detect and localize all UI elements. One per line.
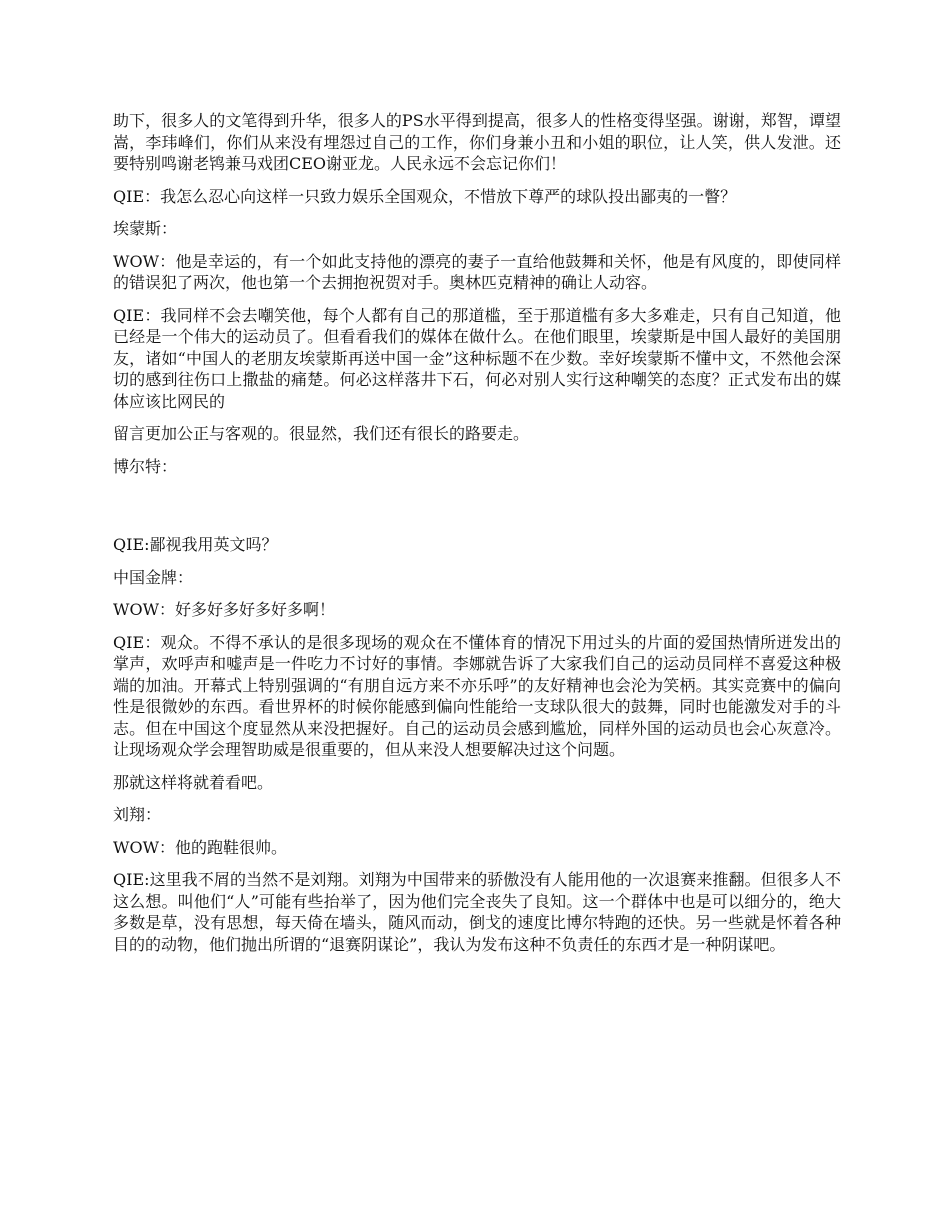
paragraph-wow-emmons: WOW：他是幸运的，有一个如此支持他的漂亮的妻子一直给他鼓舞和关怀，他是有风度的，即使同样的错误犯了两次，他也第一个去拥抱祝贺对手。奥林匹克精神的确让人动容。 <box>113 251 841 292</box>
heading-china-gold: 中国金牌： <box>113 567 194 587</box>
heading-bolt: 博尔特： <box>113 456 178 476</box>
paragraph-qie-bolt: QIE:鄙视我用英文吗？ <box>113 535 278 554</box>
document-body <box>113 110 841 966</box>
paragraph-wow-liu: WOW：他的跑鞋很帅。 <box>113 837 288 857</box>
paragraph-thanks: 助下，很多人的文笔得到升华，很多人的PS水平得到提高，很多人的性格变得坚强。谢谢，郑智，谭望嵩，李玮峰们，你们从来没有埋怨过自己的工作，你们身兼小丑和小姐的职位，让人笑，供人发泄。还要特别鸣谢老鸨兼马戏团CEO谢亚龙。人民永远不会忘记你们！ <box>113 111 841 173</box>
paragraph-qie-audience: QIE：观众。不得不承认的是很多现场的观众在不懂体育的情况下用过头的片面的爱国热情所迸发出的掌声，欢呼声和嘘声是一件吃力不讨好的事情。李娜就告诉了大家我们自己的运动员同样不喜爱这种极端的加油。开幕式上特别强调的“有朋自远方来不亦乐呼”的友好精神也会沦为笑柄。其实竞赛中的偏向性是很微妙的东西。看世界杯的时候你能感到偏向性能给一支球队很大的鼓舞，同时也能激发对手的斗志。但在中国这个度显然从来没把握好。自己的运动员会感到尴尬，同样外国的运动员也会心灰意冷。让现场观众学会理智助威是很重要的，但从来没人想要解决过这个问题。 <box>113 632 841 759</box>
paragraph-qie-emmons-cont: 留言更加公正与客观的。很显然，我们还有很长的路要走。 <box>113 424 530 443</box>
paragraph-qie-emmons: QIE：我同样不会去嘲笑他，每个人都有自己的那道槛，至于那道槛有多大多难走，只有自己知道，他已经是一个伟大的运动员了。但看看我们的媒体在做什么。在他们眼里，埃蒙斯是中国人最好的美国朋友，诸如“中国人的老朋友埃蒙斯再送中国一金”这种标题不在少数。幸好埃蒙斯不懂中文，不然他会深切的感到往伤口上撒盐的痛楚。何必这样落井下石，何必对别人实行这种嘲笑的态度？正式发布出的媒体应该比网民的 <box>113 305 841 411</box>
paragraph-qie-liu: QIE:这里我不屑的当然不是刘翔。刘翔为中国带来的骄傲没有人能用他的一次退赛来推翻。但很多人不这么想。叫他们“人”可能有些抬举了，因为他们完全丧失了良知。这一个群体中也是可以细分的，绝大多数是草，没有思想，每天倚在墙头，随风而动，倒戈的速度比博尔特跑的还快。另一些就是怀着各种目的的动物，他们抛出所谓的“退赛阴谋论”，我认为发布这种不负责任的东西才是一种阴谋吧。 <box>113 870 841 954</box>
paragraph-wow-gold: WOW：好多好多好多好多啊！ <box>113 600 336 619</box>
heading-emmons: 埃蒙斯： <box>113 219 178 238</box>
paragraph-qie-football: QIE：我怎么忍心向这样一只致力娱乐全国观众，不惜放下尊严的球队投出鄙夷的一瞥？ <box>113 186 737 206</box>
heading-liu-xiang: 刘翔： <box>113 805 162 824</box>
paragraph-make-do: 那就这样将就着看吧。 <box>113 772 274 792</box>
